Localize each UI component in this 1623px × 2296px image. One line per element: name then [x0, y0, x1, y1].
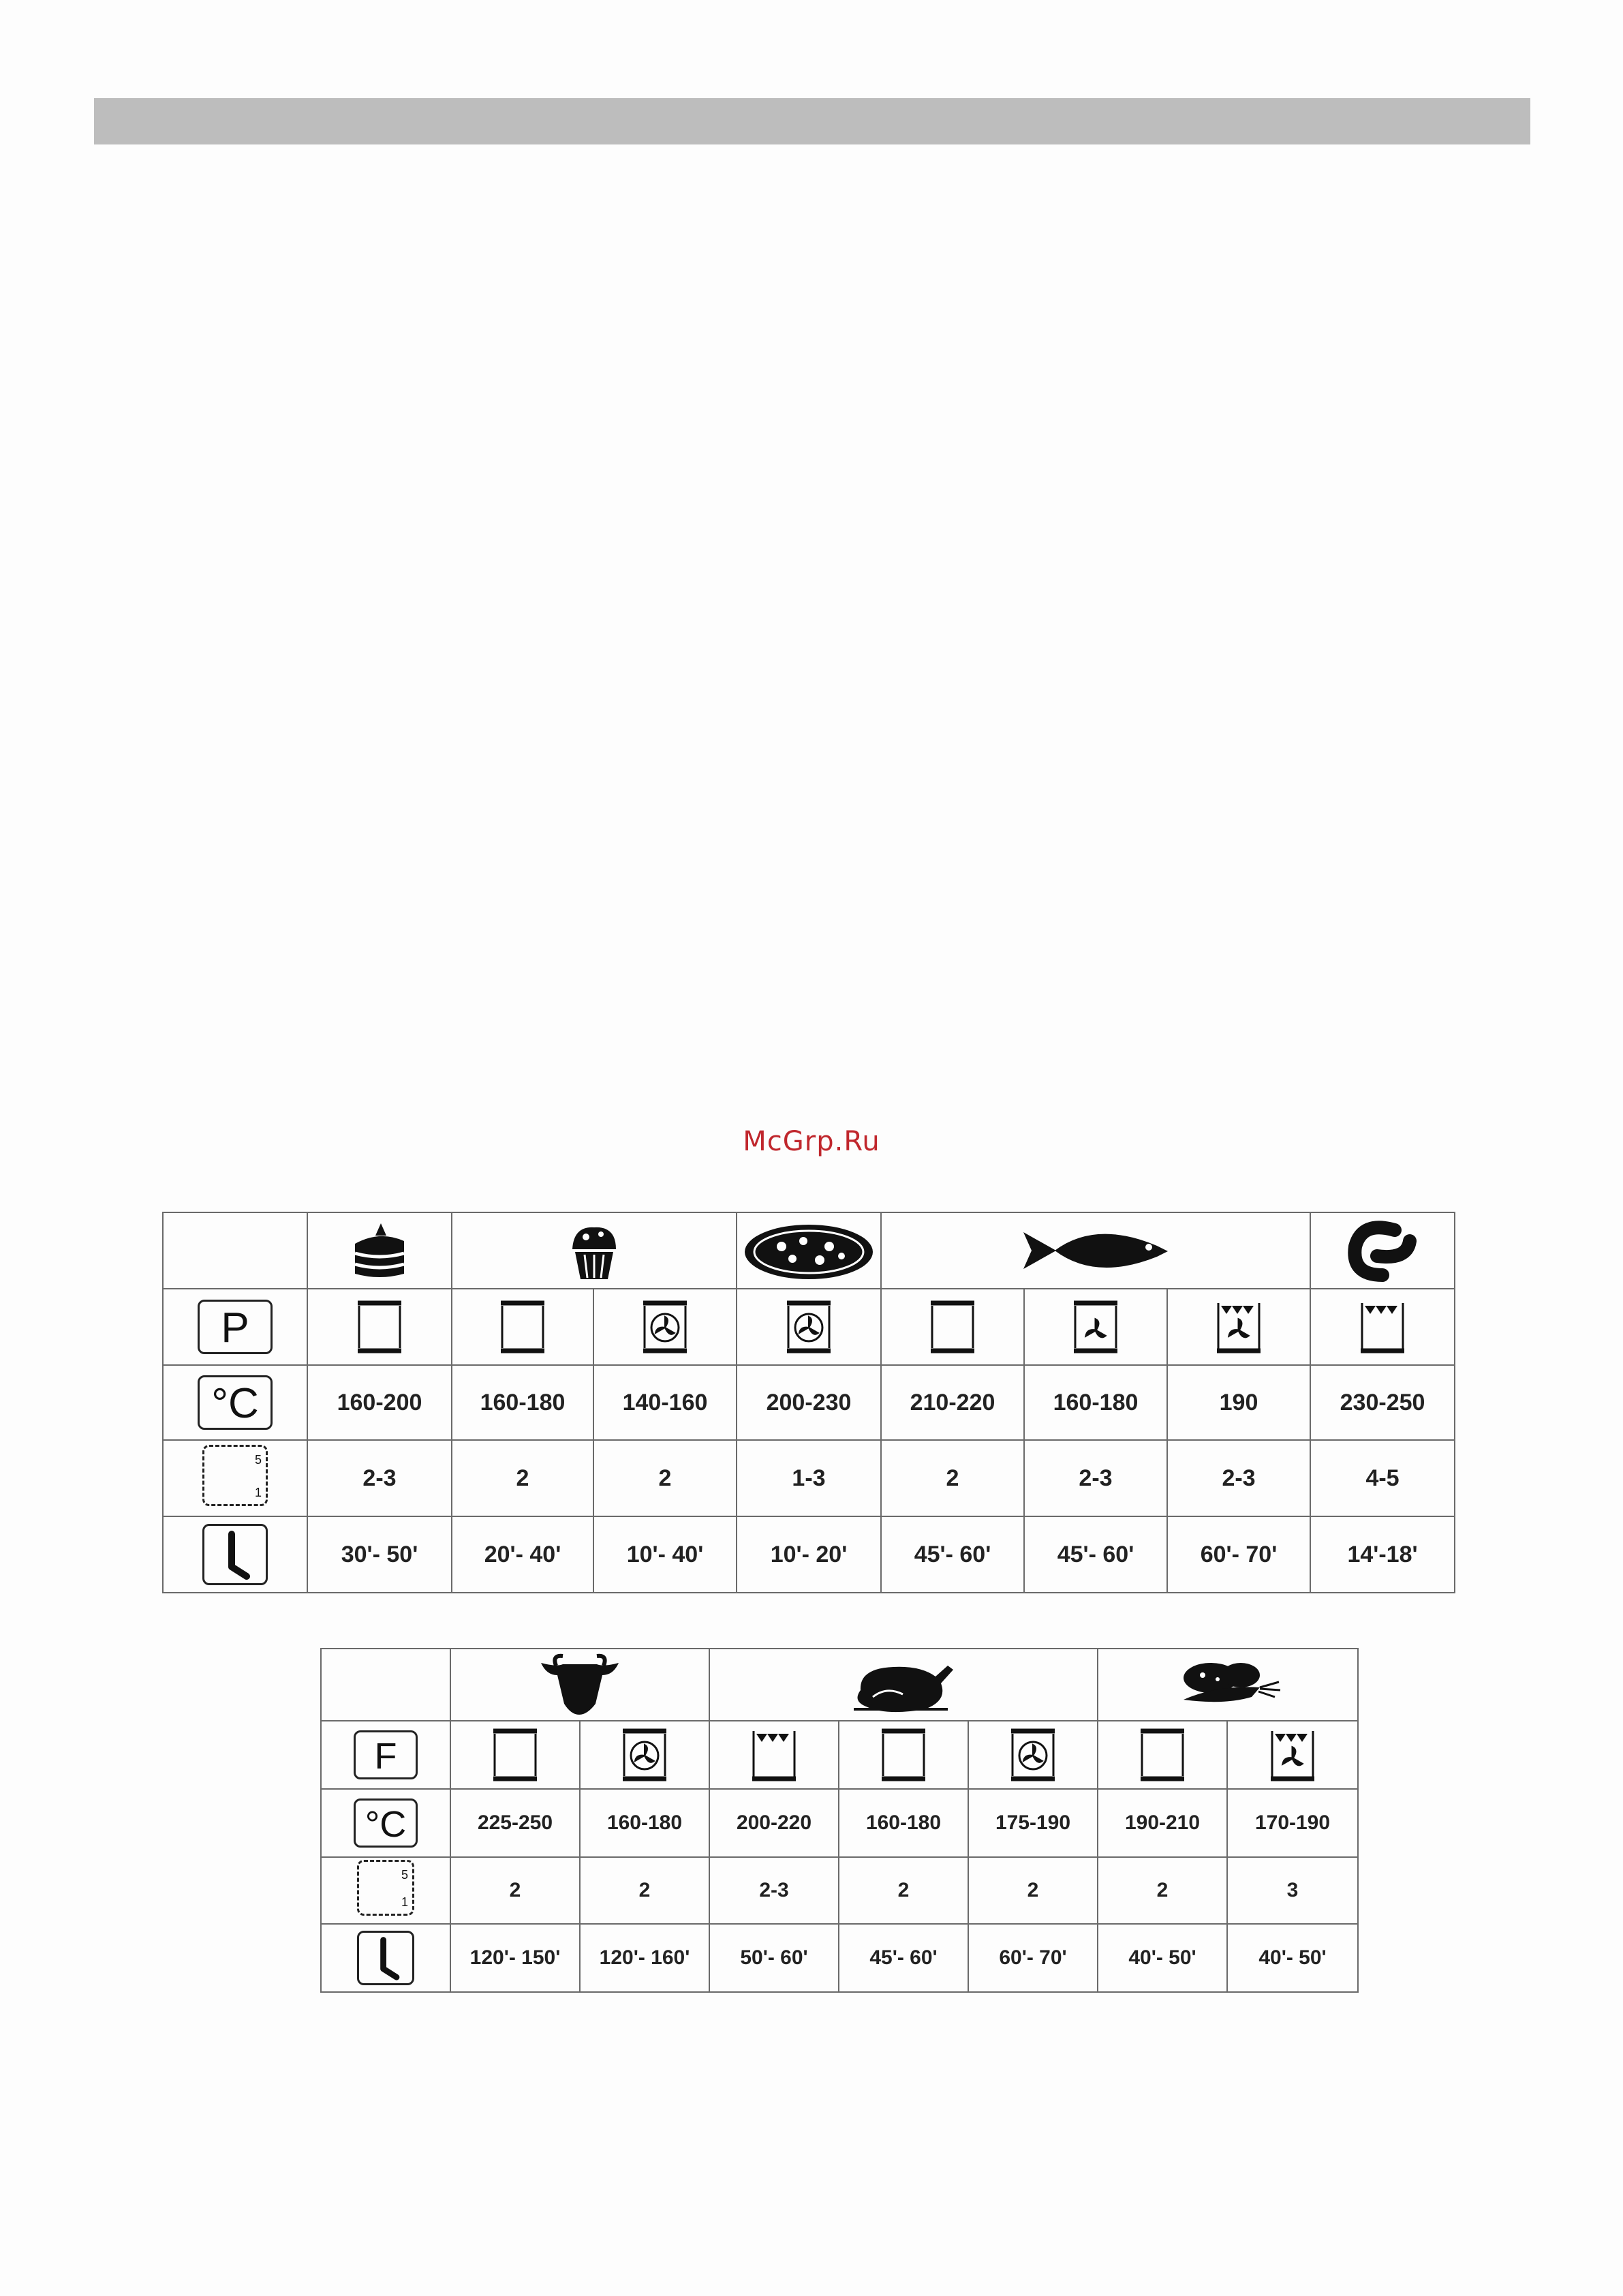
time-cell: 60'- 70'	[1167, 1516, 1310, 1593]
shelf-cell: 2-3	[1167, 1440, 1310, 1516]
time-cell: 10'- 20'	[737, 1516, 881, 1593]
time-cell: 120'- 150'	[450, 1924, 580, 1992]
shelf-cell: 4-5	[1310, 1440, 1455, 1516]
shelf-cell: 2	[593, 1440, 737, 1516]
temp-cell: 175-190	[968, 1789, 1098, 1857]
temp-label: °C	[198, 1375, 273, 1430]
shelf-level-icon	[202, 1445, 268, 1506]
shelf-cell: 2-3	[307, 1440, 452, 1516]
top-bottom-heat-icon	[495, 1299, 550, 1355]
beef-icon	[536, 1652, 624, 1717]
time-label-cell	[163, 1516, 307, 1593]
fan-heat-icon	[782, 1299, 836, 1355]
header-bar	[94, 98, 1530, 144]
food-cell-fish	[881, 1212, 1310, 1289]
pizza-icon	[741, 1216, 877, 1285]
time-row	[163, 1516, 1455, 1593]
shelf-cell: 2	[881, 1440, 1024, 1516]
mode-row	[163, 1289, 1455, 1365]
shelf-bottom-number: 1	[254, 1485, 262, 1499]
time-cell: 120'- 160'	[580, 1924, 709, 1992]
mode-cell	[1227, 1721, 1358, 1789]
time-label-cell	[321, 1924, 450, 1992]
mode-cell	[450, 1721, 580, 1789]
temp-cell: 200-230	[737, 1365, 881, 1440]
time-cell: 30'- 50'	[307, 1516, 452, 1593]
temp-cell: 170-190	[1227, 1789, 1358, 1857]
watermark: McGrp.Ru	[743, 1126, 880, 1157]
shelf-top-number: 5	[401, 1868, 408, 1882]
shelf-top-number: 5	[254, 1452, 262, 1467]
food-cell-sausage	[1310, 1212, 1455, 1289]
time-cell: 20'- 40'	[452, 1516, 593, 1593]
grill-icon	[1355, 1299, 1410, 1355]
program-label-cell	[321, 1721, 450, 1789]
mode-cell	[1167, 1289, 1310, 1365]
temp-cell: 225-250	[450, 1789, 580, 1857]
grill-fan-icon	[1211, 1299, 1266, 1355]
shelf-cell: 3	[1227, 1857, 1358, 1924]
shelf-cell: 2-3	[709, 1857, 839, 1924]
time-cell: 50'- 60'	[709, 1924, 839, 1992]
clock-icon	[357, 1931, 414, 1985]
mode-cell	[968, 1721, 1098, 1789]
time-cell: 14'-18'	[1310, 1516, 1455, 1593]
top-bottom-heat-icon	[488, 1727, 542, 1783]
food-row	[321, 1649, 1358, 1721]
temp-cell: 140-160	[593, 1365, 737, 1440]
mode-cell	[307, 1289, 452, 1365]
food-cell-beef	[450, 1649, 709, 1721]
top-bottom-heat-icon	[352, 1299, 407, 1355]
shelf-row	[321, 1857, 1358, 1924]
temp-cell: 210-220	[881, 1365, 1024, 1440]
top-bottom-heat-icon	[925, 1299, 980, 1355]
layer-cake-icon	[345, 1216, 414, 1285]
bottom-fan-icon	[1068, 1299, 1123, 1355]
fan-heat-icon	[1006, 1727, 1060, 1783]
mode-cell	[1310, 1289, 1455, 1365]
temp-cell: 160-200	[307, 1365, 452, 1440]
time-cell: 10'- 40'	[593, 1516, 737, 1593]
time-cell: 45'- 60'	[1024, 1516, 1167, 1593]
fan-heat-icon	[617, 1727, 672, 1783]
muffin-icon	[560, 1216, 628, 1285]
shelf-row	[163, 1440, 1455, 1516]
shelf-cell: 2	[1098, 1857, 1227, 1924]
shelf-cell: 2	[450, 1857, 580, 1924]
temp-cell: 190	[1167, 1365, 1310, 1440]
food-cell-vegetables	[1098, 1649, 1358, 1721]
time-row	[321, 1924, 1358, 1992]
top-bottom-heat-icon	[1135, 1727, 1190, 1783]
shelf-cell: 2	[580, 1857, 709, 1924]
grill-fan-icon	[1265, 1727, 1320, 1783]
clock-icon	[202, 1524, 268, 1585]
food-cell-muffin	[452, 1212, 737, 1289]
program-label: P	[198, 1300, 273, 1354]
shelf-cell: 2	[968, 1857, 1098, 1924]
corner-cell	[163, 1212, 307, 1289]
program-label: F	[354, 1730, 418, 1779]
baking-table-p	[162, 1212, 1455, 1593]
sausage-icon	[1342, 1216, 1423, 1285]
temperature-row	[163, 1365, 1455, 1440]
temp-cell: 190-210	[1098, 1789, 1227, 1857]
time-cell: 40'- 50'	[1227, 1924, 1358, 1992]
time-cell: 45'- 60'	[881, 1516, 1024, 1593]
program-label-cell	[163, 1289, 307, 1365]
shelf-cell: 2	[839, 1857, 968, 1924]
fan-heat-icon	[638, 1299, 692, 1355]
food-cell-pizza	[737, 1212, 881, 1289]
top-bottom-heat-icon	[876, 1727, 931, 1783]
shelf-cell: 1-3	[737, 1440, 881, 1516]
time-cell: 45'- 60'	[839, 1924, 968, 1992]
mode-cell	[580, 1721, 709, 1789]
shelf-cell: 2-3	[1024, 1440, 1167, 1516]
mode-cell	[737, 1289, 881, 1365]
shelf-cell: 2	[452, 1440, 593, 1516]
food-cell-cake	[307, 1212, 452, 1289]
shelf-level-icon	[357, 1860, 414, 1916]
vegetables-icon	[1170, 1652, 1286, 1717]
grill-icon	[747, 1727, 801, 1783]
food-cell-chicken	[709, 1649, 1098, 1721]
fish-icon	[1014, 1220, 1177, 1281]
mode-cell	[881, 1289, 1024, 1365]
temp-cell: 160-180	[1024, 1365, 1167, 1440]
mode-cell	[452, 1289, 593, 1365]
temp-label: °C	[354, 1798, 418, 1848]
temp-cell: 230-250	[1310, 1365, 1455, 1440]
time-cell: 40'- 50'	[1098, 1924, 1227, 1992]
mode-cell	[1098, 1721, 1227, 1789]
mode-row	[321, 1721, 1358, 1789]
time-cell: 60'- 70'	[968, 1924, 1098, 1992]
mode-cell	[709, 1721, 839, 1789]
shelf-label-cell	[321, 1857, 450, 1924]
corner-cell	[321, 1649, 450, 1721]
shelf-bottom-number: 1	[401, 1895, 408, 1909]
food-row	[163, 1212, 1455, 1289]
mode-cell	[593, 1289, 737, 1365]
temp-label-cell	[321, 1789, 450, 1857]
chicken-icon	[846, 1652, 961, 1717]
temp-cell: 200-220	[709, 1789, 839, 1857]
shelf-label-cell	[163, 1440, 307, 1516]
temp-label-cell	[163, 1365, 307, 1440]
mode-cell	[1024, 1289, 1167, 1365]
roasting-table-f	[320, 1648, 1359, 1993]
temperature-row	[321, 1789, 1358, 1857]
mode-cell	[839, 1721, 968, 1789]
temp-cell: 160-180	[580, 1789, 709, 1857]
temp-cell: 160-180	[839, 1789, 968, 1857]
temp-cell: 160-180	[452, 1365, 593, 1440]
